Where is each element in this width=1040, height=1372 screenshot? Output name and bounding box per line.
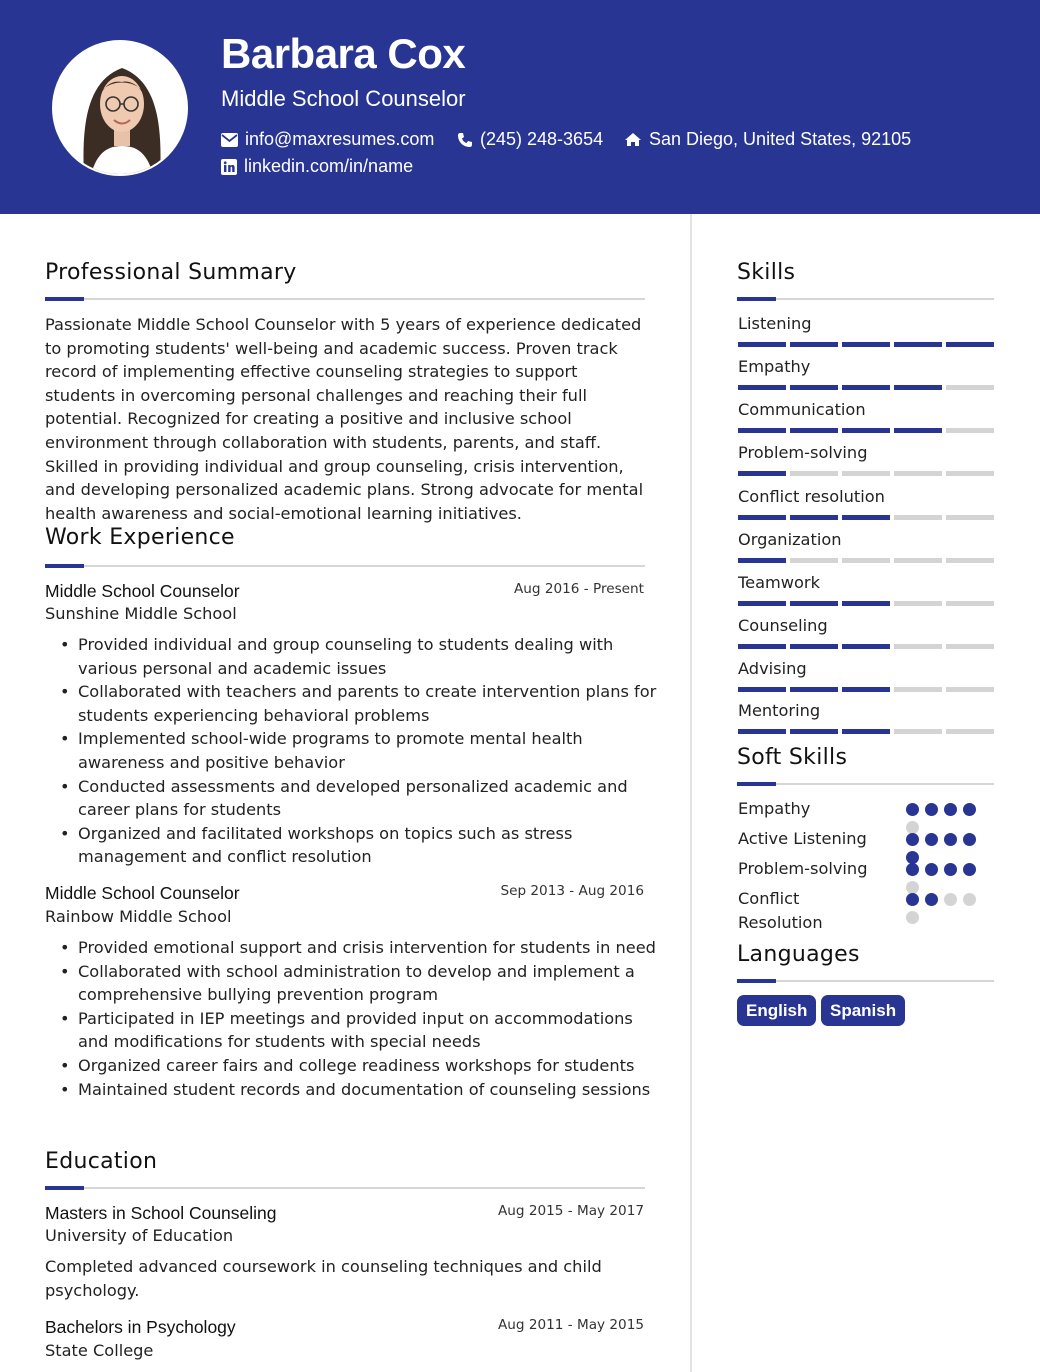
school-name: University of Education [45,1226,234,1245]
rating-dot [906,833,919,846]
rating-dot [963,803,976,816]
language-tag-spanish: Spanish [821,995,905,1026]
soft-skill-item [738,827,994,851]
skill-level-segment [946,428,994,433]
skills-rule [737,298,994,300]
skill-level-segment [842,729,890,734]
skill-level-segment [790,558,838,563]
skill-level-segment [738,729,786,734]
rating-dot [944,803,957,816]
phone-text: (245) 248-3654 [480,129,604,149]
envelope-icon [221,133,238,147]
skill-level-segment [738,644,786,649]
skill-level-segment [738,342,786,347]
job-title: Middle School Counselor [45,883,240,903]
skill-level-bar [738,729,994,734]
education-date: Aug 2015 - May 2017 [497,1203,644,1219]
job-title: Middle School Counselor [45,581,240,601]
rating-dot [906,863,919,876]
skill-level-bar [738,428,994,433]
skill-level-segment [790,644,838,649]
column-divider [690,214,692,1372]
job-bullets [78,633,658,869]
soft-skill-name: Problem-solving [738,859,868,878]
soft-skills-heading: Soft Skills [737,745,848,770]
skill-name: Advising [738,659,807,678]
phone-icon [457,132,473,148]
skill-level-segment [790,385,838,390]
skill-level-bar [738,687,994,692]
rating-dot [906,911,919,924]
skill-level-segment [894,471,942,476]
job-company: Rainbow Middle School [45,907,232,926]
skill-name: Listening [738,314,812,333]
skill-name: Counseling [738,616,828,635]
skill-name: Organization [738,530,842,549]
skill-level-segment [894,729,942,734]
rating-dot [925,863,938,876]
soft-skills-rule [737,783,994,785]
phone-contact[interactable] [457,129,603,150]
job-bullet: • Maintained student records and documentation of counseling sessions [78,1078,658,1102]
skill-item [738,616,994,640]
skill-item [738,573,994,597]
skill-level-segment [946,601,994,606]
skill-level-segment [946,558,994,563]
skill-level-segment [790,515,838,520]
skill-level-bar [738,515,994,520]
degree-title: Bachelors in Psychology [45,1317,236,1337]
rating-dot [963,893,976,906]
skill-level-segment [946,515,994,520]
skill-level-segment [842,471,890,476]
skill-level-bar [738,558,994,563]
education-heading: Education [45,1149,158,1174]
language-tag-english: English [737,995,816,1026]
linkedin-icon [221,159,237,175]
job-bullet: • Conducted assessments and developed personalized academic and career plans for students [78,775,658,822]
skill-level-segment [894,428,942,433]
skill-name: Problem-solving [738,443,868,462]
skill-level-bar [738,601,994,606]
languages-heading: Languages [737,942,860,967]
experience-rule [45,565,645,567]
location-contact [624,129,911,150]
job-date: Aug 2016 - Present [513,581,644,597]
profile-photo [52,40,188,176]
skill-level-segment [946,471,994,476]
skill-level-segment [738,385,786,390]
skill-name: Teamwork [738,573,820,592]
skill-level-segment [790,601,838,606]
job-bullet: • Provided individual and group counseling to students dealing with various personal and academic issues [78,633,658,680]
summary-heading: Professional Summary [45,260,297,285]
rating-dot [906,803,919,816]
email-text: info@maxresumes.com [245,129,435,149]
skill-level-segment [842,558,890,563]
skill-level-segment [738,558,786,563]
summary-rule [45,298,645,300]
skill-item [738,443,994,467]
skill-level-bar [738,385,994,390]
linkedin-text: linkedin.com/in/name [244,156,414,176]
skill-level-segment [894,515,942,520]
skill-level-segment [842,644,890,649]
resume-header [0,0,1040,214]
skill-level-segment [738,428,786,433]
job-bullet: • Collaborated with teachers and parents to create intervention plans for students experiencing behavioral problems [78,680,658,727]
skill-level-segment [894,601,942,606]
skill-level-segment [738,687,786,692]
job-bullet: • Organized and facilitated workshops on topics such as stress management and conflict resolution [78,822,658,869]
rating-dot [906,893,919,906]
skill-level-segment [946,385,994,390]
skill-level-segment [790,687,838,692]
education-date: Aug 2011 - May 2015 [497,1317,644,1333]
degree-title: Masters in School Counseling [45,1203,277,1223]
location-text: San Diego, United States, 92105 [649,129,912,149]
home-icon [624,132,642,147]
summary-text: Passionate Middle School Counselor with 5 years of experience dedicated to promoting students' well-being and academic success. Proven track record of implementing effective counseling strategies to support students in overcoming personal challenges and reaching their full potential. Recognized for creating a positive and inclusive school environment through collaboration with students, parents, and staff. Skilled in providing individual and group counseling, crisis intervention, and developing personalized academic plans. Strong advocate for mental health awareness and social-emotional learning initiatives. [45,315,644,523]
job-bullet: • Participated in IEP meetings and provided input on accommodations and modifications for students with special needs [78,1007,658,1054]
skill-level-segment [894,644,942,649]
soft-skill-rating [906,893,978,924]
rating-dot [944,893,957,906]
soft-skill-name: Empathy [738,799,811,818]
skill-level-bar [738,342,994,347]
job-bullets [78,936,658,1101]
skill-level-bar [738,471,994,476]
skill-level-segment [894,342,942,347]
skill-level-segment [946,687,994,692]
skill-name: Communication [738,400,866,419]
skill-level-segment [842,687,890,692]
skill-level-segment [894,385,942,390]
experience-heading: Work Experience [45,525,235,550]
skill-level-segment [790,729,838,734]
skill-level-segment [738,471,786,476]
skill-level-segment [946,644,994,649]
job-bullet: • Organized career fairs and college readiness workshops for students [78,1054,658,1078]
skill-level-segment [738,601,786,606]
candidate-role: Middle School Counselor [221,86,466,111]
soft-skill-item [738,857,994,881]
soft-skill-item [738,887,994,935]
job-company: Sunshine Middle School [45,604,237,623]
rating-dot [963,863,976,876]
skill-level-segment [842,342,890,347]
skill-name: Mentoring [738,701,821,720]
skill-level-segment [946,342,994,347]
candidate-name: Barbara Cox [221,30,466,77]
education-rule [45,1187,645,1189]
education-description: Completed advanced coursework in counseling techniques and child psychology. [45,1257,602,1300]
skill-item [738,400,994,424]
skill-item [738,487,994,511]
rating-dot [963,833,976,846]
soft-skill-name: Active Listening [738,829,867,848]
job-bullet: • Provided emotional support and crisis intervention for students in need [78,936,658,960]
languages-rule [737,980,994,982]
skill-level-segment [790,428,838,433]
skill-level-segment [842,601,890,606]
linkedin-contact[interactable] [221,156,413,177]
skill-level-segment [894,687,942,692]
rating-dot [944,863,957,876]
skill-level-segment [842,385,890,390]
skill-level-segment [842,515,890,520]
skill-item [738,314,994,338]
skill-level-segment [894,558,942,563]
job-bullet: • Collaborated with school administration to develop and implement a comprehensive bullying prevention program [78,960,658,1007]
skill-level-segment [738,515,786,520]
skill-item [738,530,994,554]
email-contact[interactable] [221,129,434,150]
skill-level-segment [946,729,994,734]
job-bullet: • Implemented school-wide programs to promote mental health awareness and positive behavior [78,727,658,774]
skills-heading: Skills [737,260,796,285]
job-date: Sep 2013 - Aug 2016 [500,883,644,899]
rating-dot [925,803,938,816]
skill-level-bar [738,644,994,649]
skill-level-segment [842,428,890,433]
rating-dot [925,833,938,846]
soft-skill-name: Conflict Resolution [738,889,823,932]
skill-item [738,659,994,683]
rating-dot [944,833,957,846]
skill-item [738,357,994,381]
skill-level-segment [790,471,838,476]
profile-photo-image [54,42,188,176]
skill-item [738,701,994,725]
skill-name: Conflict resolution [738,487,885,506]
rating-dot [925,893,938,906]
school-name: State College [45,1341,154,1360]
skill-name: Empathy [738,357,811,376]
soft-skill-item [738,797,994,821]
skill-level-segment [790,342,838,347]
